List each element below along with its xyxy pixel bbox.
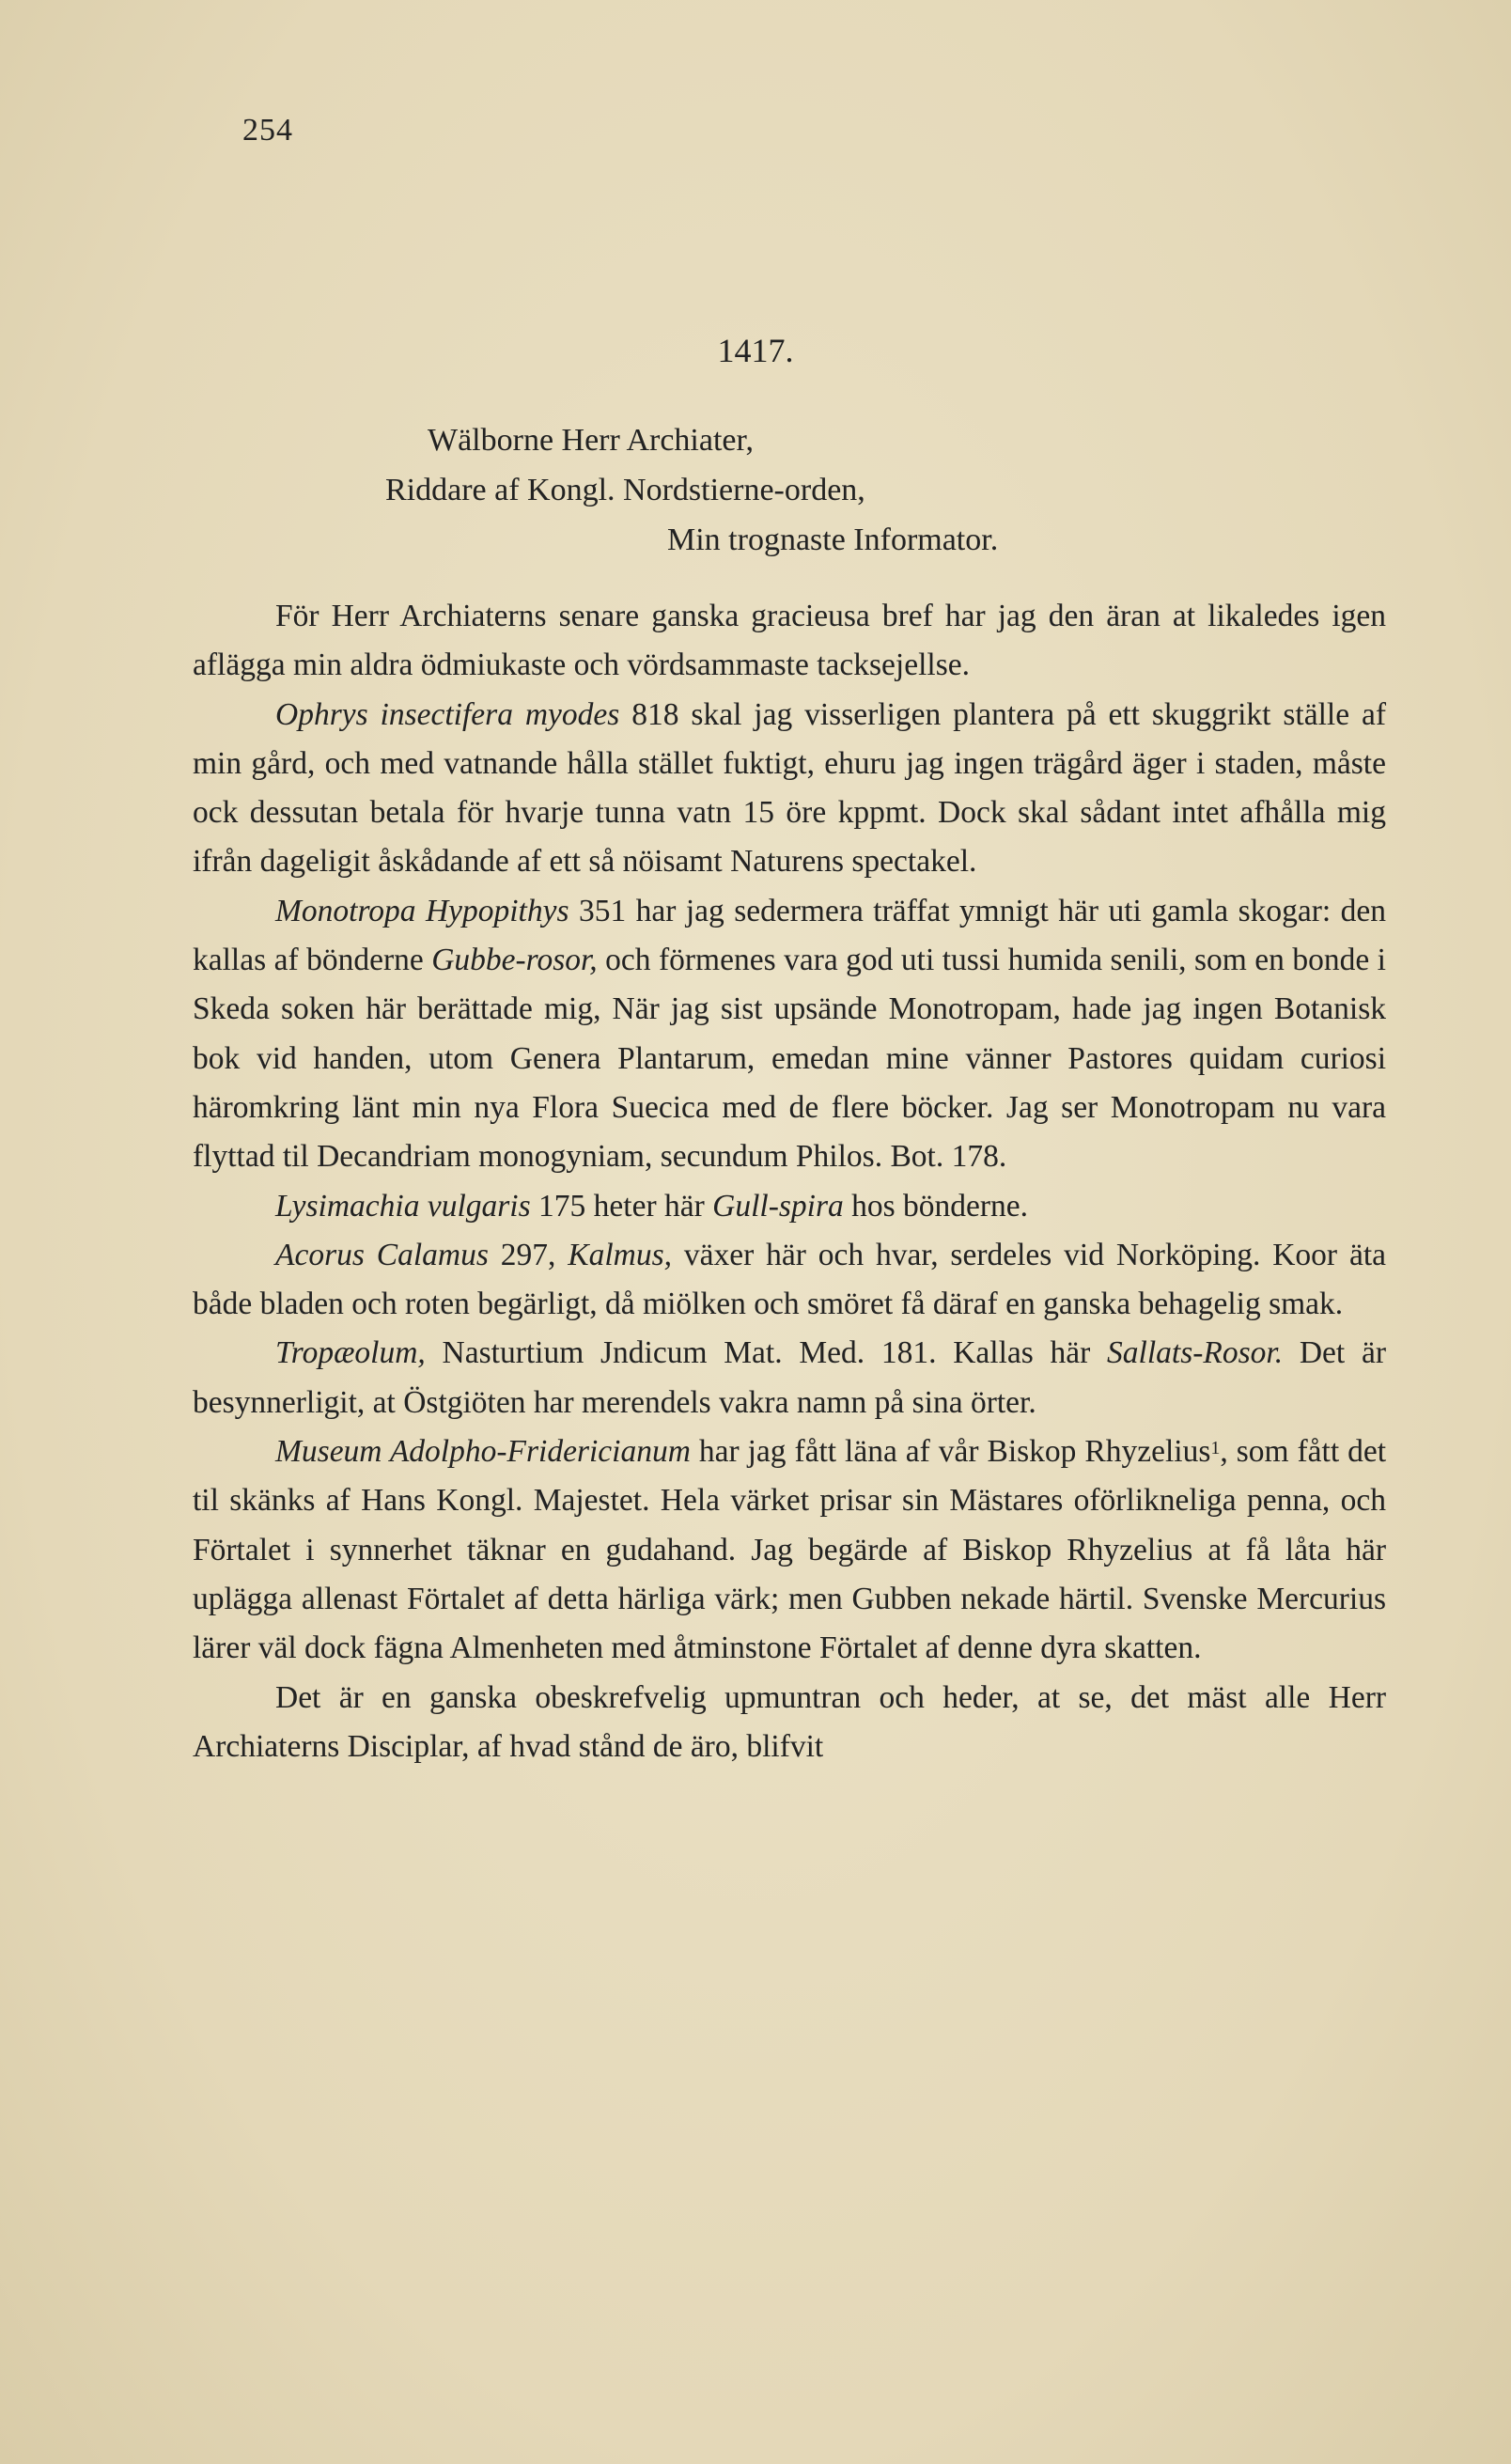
paragraph — [193, 1427, 1386, 1673]
letter-number: 1417. — [717, 332, 794, 369]
paragraph — [193, 691, 1386, 887]
text: har jag fått läna af vår Biskop Rhyzelius — [690, 1434, 1211, 1470]
italic-text: Kalmus, — [568, 1237, 673, 1272]
italic-text: Sallats-Rosor. — [1107, 1335, 1284, 1371]
text: Nasturtium Jndicum Mat. Med. 181. Kallas här — [425, 1335, 1108, 1371]
text: Det är en ganska obeskrefvelig upmuntran och heder, at se, det mäst alle Herr Archiaterns Disciplar, af hvad stånd de äro, blifvit — [193, 1679, 1386, 1764]
text: växer här och hvar, serdeles vid Norköping. Koor äta både bladen och roten begärligt, då miölken och smöret få däraf en ganska behagelig smak. — [193, 1237, 1386, 1322]
paragraph — [193, 1231, 1386, 1330]
text: hos bönderne. — [843, 1188, 1029, 1224]
text: , som fått det til skänks af Hans Kongl. Majestet. Hela värket prisar sin Mästares oförlikneliga penna, och Förtalet i synnerhet täknar en gudahand. Jag begärde af Biskop Rhyzelius at få låta här uplägga allenast Förtalet af detta härliga värk; men Gubben nekade härtil. Svenske Mercurius lärer väl dock fägna Almenheten med åtminstone Förtalet af denne dyra skatten. — [193, 1434, 1387, 1666]
text: 351 har jag sedermera träffat ymnigt här uti gamla skogar: den kallas af bönderne — [193, 893, 1386, 978]
italic-text: Monotropa Hypopithys — [275, 893, 569, 928]
text: 175 heter här — [530, 1188, 713, 1224]
text: 818 skal jag visserligen plantera på ett skuggrikt ställe af min gård, och med vatnande hålla stället fuktigt, ehuru jag ingen trägård äger i staden, måste ock dessutan betala för hvarje tunna vatn 15 öre kppmt. Dock skal sådant intet afhålla mig ifrån dageligit åskådande af ett så nöisamt Naturens spectakel. — [193, 696, 1386, 880]
salutation-line-1: Wälborne Herr Archiater, — [428, 423, 754, 458]
text: 297, — [488, 1237, 569, 1272]
italic-text: Gull-spira — [712, 1188, 844, 1224]
text: För Herr Archiaterns senare ganska gracieusa bref har jag den äran at likaledes igen aflägga min aldra ödmiukaste och vördsammaste tacksejellse. — [193, 599, 1386, 683]
paragraph — [193, 592, 1386, 691]
footnote-marker: 1 — [1210, 1438, 1221, 1459]
paragraph — [193, 1674, 1386, 1772]
letter-body — [193, 592, 1386, 1771]
italic-text: Tropæolum, — [275, 1335, 426, 1371]
italic-text: Acorus Calamus — [275, 1237, 489, 1272]
italic-text: Gubbe-rosor, — [431, 943, 598, 978]
paragraph — [193, 1329, 1386, 1427]
italic-text: Lysimachia vulgaris — [275, 1188, 531, 1224]
paragraph — [193, 887, 1386, 1182]
page-number: 254 — [242, 113, 293, 148]
text: Det är besynnerligit, at Östgiöten har merendels vakra namn på sina örter. — [193, 1335, 1386, 1420]
text: och förmenes vara god uti tussi humida senili, som en bonde i Skeda soken här berättade mig, När jag sist upsände Monotropam, hade jag ingen Botanisk bok vid handen, utom Genera Plantarum, emedan mine vänner Pastores quidam curiosi häromkring länt min nya Flora Suecica med de flere böcker. Jag ser Monotropam nu vara flyttad til Decandriam monogyniam, secundum Philos. Bot. 178. — [193, 943, 1386, 1175]
italic-text: Ophrys insectifera myodes — [275, 696, 620, 732]
italic-text: Museum Adolpho-Fridericianum — [275, 1434, 691, 1470]
salutation-line-2: Riddare af Kongl. Nordstierne-orden, — [385, 473, 865, 507]
salutation-line-3: Min trognaste Informator. — [667, 522, 999, 557]
paragraph — [193, 1182, 1386, 1231]
